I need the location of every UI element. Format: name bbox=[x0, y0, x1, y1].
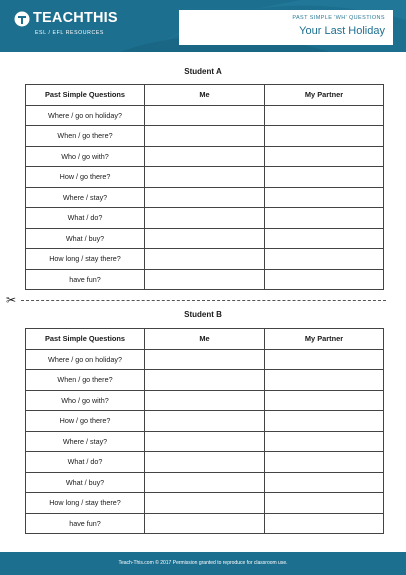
table-row bbox=[26, 126, 384, 147]
me-answer-cell[interactable] bbox=[145, 187, 265, 208]
table-row bbox=[26, 249, 384, 270]
me-answer-cell[interactable] bbox=[145, 167, 265, 188]
worksheet-kicker: PAST SIMPLE 'WH' QUESTIONS bbox=[292, 15, 385, 21]
dashed-divider bbox=[21, 300, 386, 301]
table-row bbox=[26, 269, 384, 290]
column-header-partner: My Partner bbox=[265, 85, 384, 106]
student-b-table bbox=[25, 328, 384, 534]
column-header-questions: Past Simple Questions bbox=[26, 329, 145, 350]
table-row bbox=[26, 390, 384, 411]
table-row bbox=[26, 167, 384, 188]
partner-answer-cell[interactable] bbox=[265, 411, 384, 432]
partner-answer-cell[interactable] bbox=[265, 228, 384, 249]
worksheet-title-box bbox=[179, 10, 393, 45]
column-header-questions: Past Simple Questions bbox=[26, 85, 145, 106]
partner-answer-cell[interactable] bbox=[265, 349, 384, 370]
partner-answer-cell[interactable] bbox=[265, 105, 384, 126]
me-answer-cell[interactable] bbox=[145, 208, 265, 229]
column-header-me: Me bbox=[145, 85, 265, 106]
me-answer-cell[interactable] bbox=[145, 126, 265, 147]
partner-answer-cell[interactable] bbox=[265, 370, 384, 391]
table-row bbox=[26, 370, 384, 391]
table-row bbox=[26, 105, 384, 126]
me-answer-cell[interactable] bbox=[145, 390, 265, 411]
table-header-row bbox=[26, 329, 384, 350]
question-cell: What / buy? bbox=[26, 228, 145, 249]
student-b-heading: Student B bbox=[184, 310, 222, 319]
me-answer-cell[interactable] bbox=[145, 146, 265, 167]
partner-answer-cell[interactable] bbox=[265, 493, 384, 514]
me-answer-cell[interactable] bbox=[145, 411, 265, 432]
question-cell: have fun? bbox=[26, 513, 145, 534]
question-cell: What / do? bbox=[26, 452, 145, 473]
table-header-row bbox=[26, 85, 384, 106]
me-answer-cell[interactable] bbox=[145, 493, 265, 514]
table-row bbox=[26, 431, 384, 452]
partner-answer-cell[interactable] bbox=[265, 269, 384, 290]
partner-answer-cell[interactable] bbox=[265, 431, 384, 452]
me-answer-cell[interactable] bbox=[145, 513, 265, 534]
table-row bbox=[26, 452, 384, 473]
me-answer-cell[interactable] bbox=[145, 269, 265, 290]
footer-banner bbox=[0, 552, 406, 575]
question-cell: Who / go with? bbox=[26, 390, 145, 411]
column-header-me: Me bbox=[145, 329, 265, 350]
question-cell: How / go there? bbox=[26, 411, 145, 432]
partner-answer-cell[interactable] bbox=[265, 513, 384, 534]
me-answer-cell[interactable] bbox=[145, 431, 265, 452]
question-cell: Where / go on holiday? bbox=[26, 349, 145, 370]
table-row bbox=[26, 493, 384, 514]
table-row bbox=[26, 187, 384, 208]
table-row bbox=[26, 146, 384, 167]
partner-answer-cell[interactable] bbox=[265, 390, 384, 411]
question-cell: When / go there? bbox=[26, 370, 145, 391]
scissors-icon: ✂ bbox=[6, 293, 17, 307]
question-cell: Where / stay? bbox=[26, 187, 145, 208]
cut-line bbox=[6, 293, 386, 307]
logo-title: TEACHTHIS bbox=[33, 10, 118, 26]
partner-answer-cell[interactable] bbox=[265, 187, 384, 208]
table-row bbox=[26, 513, 384, 534]
student-a-heading: Student A bbox=[184, 67, 222, 76]
student-a-table bbox=[25, 84, 384, 290]
question-cell: What / do? bbox=[26, 208, 145, 229]
partner-answer-cell[interactable] bbox=[265, 146, 384, 167]
me-answer-cell[interactable] bbox=[145, 349, 265, 370]
table-row bbox=[26, 472, 384, 493]
me-answer-cell[interactable] bbox=[145, 370, 265, 391]
question-cell: When / go there? bbox=[26, 126, 145, 147]
table-row bbox=[26, 411, 384, 432]
me-answer-cell[interactable] bbox=[145, 249, 265, 270]
partner-answer-cell[interactable] bbox=[265, 452, 384, 473]
partner-answer-cell[interactable] bbox=[265, 167, 384, 188]
me-answer-cell[interactable] bbox=[145, 452, 265, 473]
logo-mark-icon bbox=[14, 11, 30, 27]
question-cell: What / buy? bbox=[26, 472, 145, 493]
question-cell: Who / go with? bbox=[26, 146, 145, 167]
question-cell: How long / stay there? bbox=[26, 493, 145, 514]
me-answer-cell[interactable] bbox=[145, 228, 265, 249]
question-cell: How / go there? bbox=[26, 167, 145, 188]
me-answer-cell[interactable] bbox=[145, 105, 265, 126]
question-cell: have fun? bbox=[26, 269, 145, 290]
table-row bbox=[26, 208, 384, 229]
table-row bbox=[26, 228, 384, 249]
worksheet-title: Your Last Holiday bbox=[299, 25, 385, 37]
question-cell: How long / stay there? bbox=[26, 249, 145, 270]
partner-answer-cell[interactable] bbox=[265, 472, 384, 493]
question-cell: Where / stay? bbox=[26, 431, 145, 452]
partner-answer-cell[interactable] bbox=[265, 249, 384, 270]
column-header-partner: My Partner bbox=[265, 329, 384, 350]
me-answer-cell[interactable] bbox=[145, 472, 265, 493]
logo-subtitle: ESL / EFL RESOURCES bbox=[35, 30, 104, 36]
copyright-notice: Teach-This.com © 2017 Permission granted to reproduce for classroom use. bbox=[118, 560, 288, 566]
question-cell: Where / go on holiday? bbox=[26, 105, 145, 126]
table-row bbox=[26, 349, 384, 370]
partner-answer-cell[interactable] bbox=[265, 208, 384, 229]
partner-answer-cell[interactable] bbox=[265, 126, 384, 147]
teachthis-logo[interactable] bbox=[14, 9, 118, 43]
header-banner bbox=[0, 0, 406, 52]
